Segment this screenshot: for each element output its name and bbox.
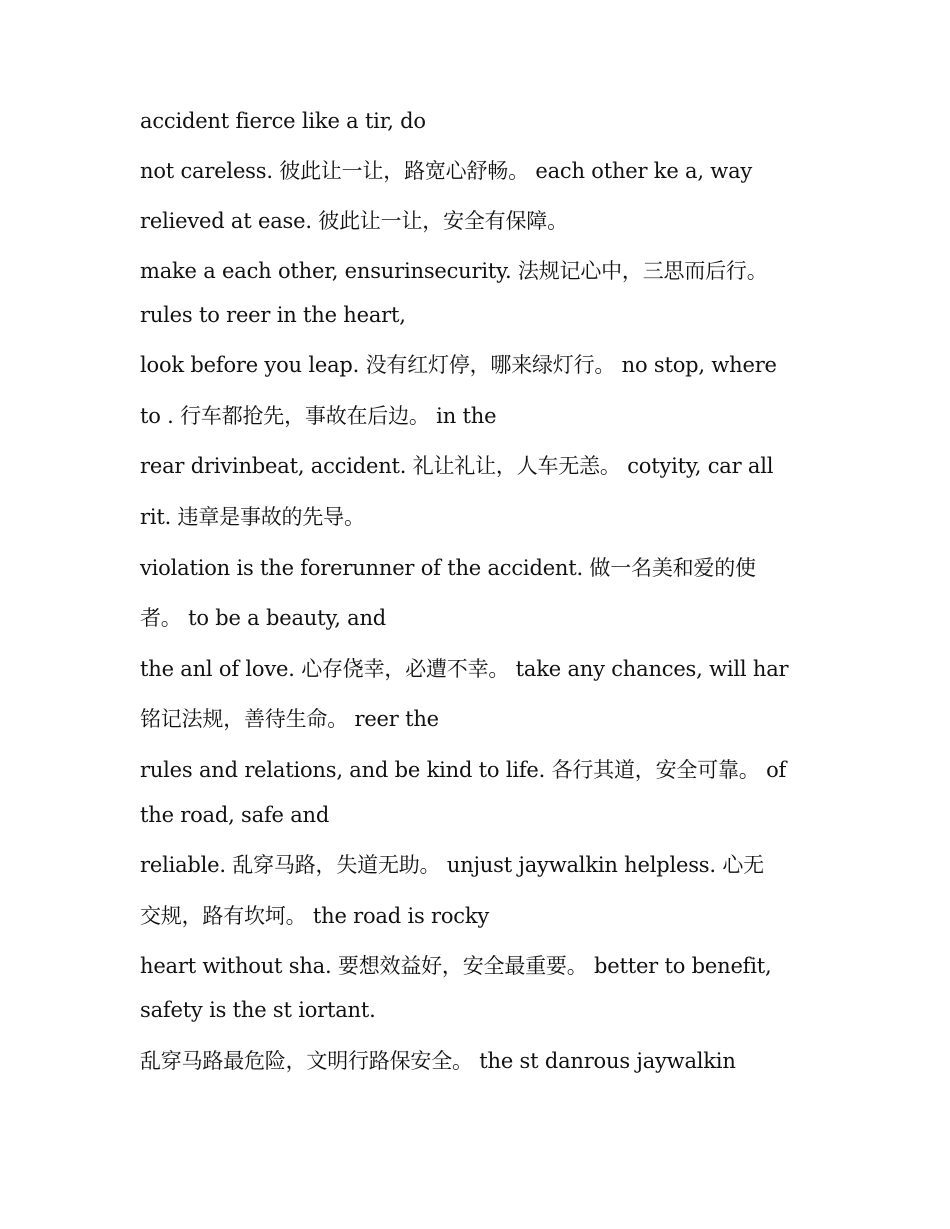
text-line: rear drivinbeat, accident. 礼让礼让，人车无恙。 cotyity, car all <box>140 454 774 478</box>
text-line: 铭记法规，善待生命。 reer the <box>140 707 439 731</box>
text-line: look before you leap. 没有红灯停，哪来绿灯行。 no stop, where <box>140 353 777 377</box>
text-line: heart without sha. 要想效益好，安全最重要。 better to benefit, <box>140 954 772 978</box>
text-line: make a each other, ensurinsecurity. 法规记心中，三思而后行。 <box>140 259 768 283</box>
text-line: to . 行车都抢先，事故在后边。 in the <box>140 404 497 428</box>
text-line: the anl of love. 心存侥幸，必遭不幸。 take any chances, will har <box>140 657 789 681</box>
text-line: 者。 to be a beauty, and <box>140 606 387 630</box>
text-line: reliable. 乱穿马路，失道无助。 unjust jaywalkin helpless. 心无 <box>140 853 764 877</box>
text-line: relieved at ease. 彼此让一让，安全有保障。 <box>140 209 568 233</box>
text-line: 乱穿马路最危险，文明行路保安全。 the st danrous jaywalkin <box>140 1049 736 1073</box>
text-line: rit. 违章是事故的先导。 <box>140 505 365 529</box>
text-line: not careless. 彼此让一让，路宽心舒畅。 each other ke a, way <box>140 159 753 183</box>
text-line: violation is the forerunner of the accident. 做一名美和爱的使 <box>140 556 756 580</box>
text-line: 交规，路有坎坷。 the road is rocky <box>140 904 490 928</box>
text-line: accident fierce like a tir, do <box>140 109 426 133</box>
text-line: rules to reer in the heart, <box>140 303 406 327</box>
text-line: the road, safe and <box>140 803 330 827</box>
text-line: safety is the st iortant. <box>140 998 376 1022</box>
text-line: rules and relations, and be kind to life. 各行其道，安全可靠。 of <box>140 758 787 782</box>
